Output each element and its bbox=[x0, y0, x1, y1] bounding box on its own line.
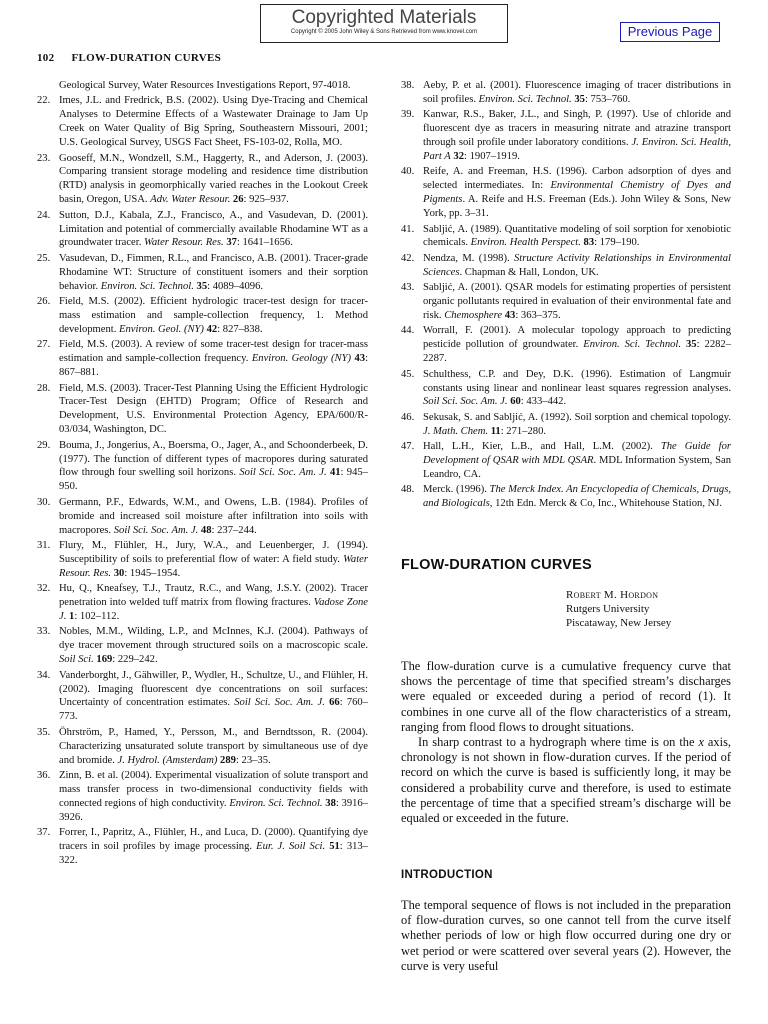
article-body bbox=[401, 659, 731, 826]
reference-number: 46. bbox=[401, 411, 415, 423]
reference-text: : 3916–3926. bbox=[59, 797, 369, 823]
reference-text: Reife, A. and Freeman, H.S. (1996). Carbon adsorption of dyes and selected intermediates. In: bbox=[423, 166, 731, 192]
reference-volume: 48 bbox=[200, 524, 212, 536]
reference-item bbox=[401, 79, 731, 107]
reference-volume: 43 bbox=[504, 310, 516, 321]
reference-volume: 43 bbox=[354, 353, 366, 365]
reference-journal: Soil Sci. Soc. Am. J. bbox=[423, 396, 508, 408]
reference-item bbox=[37, 252, 368, 294]
reference-text: . Chapman & Hall, London, UK. bbox=[459, 266, 599, 278]
reference-item bbox=[37, 669, 368, 725]
reference-text: Hall, L.H., Kier, L.B., and Hall, L.M. (2002). bbox=[423, 441, 661, 453]
reference-number: 41. bbox=[401, 223, 415, 235]
reference-volume: 289 bbox=[220, 754, 236, 766]
author-name: Robert M. Hordon bbox=[566, 589, 659, 601]
reference-volume: 26 bbox=[232, 194, 244, 206]
reference-number: 36. bbox=[37, 770, 51, 781]
running-head bbox=[37, 52, 221, 64]
reference-number: 37. bbox=[37, 827, 51, 839]
reference-number: 39. bbox=[401, 109, 415, 121]
reference-volume: 83 bbox=[583, 237, 595, 249]
reference-number: 43. bbox=[401, 282, 415, 294]
reference-text: Forrer, I., Papritz, A., Flühler, H., and Luca, D. (2000). Quantifying dye tracers in soil profiles by image processing. bbox=[59, 827, 368, 853]
reference-text: : 753–760. bbox=[584, 93, 631, 105]
reference-text: Sutton, D.J., Kabala, Z.J., Francisco, A., and Vasudevan, D. (2001). Limitation and potential of commercially available Rhodamine WT as a groundwater tracer. bbox=[59, 209, 368, 249]
reference-item bbox=[37, 338, 368, 380]
reference-text: Sekusak, S. and Sabljić, A. (1992). Soil sorption and chemical topology. bbox=[423, 411, 731, 423]
reference-item bbox=[401, 324, 731, 366]
reference-item bbox=[37, 79, 368, 93]
reference-volume: 30 bbox=[113, 567, 125, 579]
reference-text: : 1641–1656. bbox=[236, 237, 293, 249]
reference-text: : 945–950. bbox=[59, 467, 368, 493]
reference-text: Öhrström, P., Hamed, Y., Persson, M., and Berndtsson, R. (2004). Characterizing unsaturated solute transport by simultaneous use of dye and bromide. bbox=[59, 726, 368, 766]
reference-text: : 1907–1919. bbox=[464, 151, 520, 163]
reference-item bbox=[401, 411, 731, 439]
reference-text: : 4089–4096. bbox=[207, 280, 264, 292]
reference-number: 47. bbox=[401, 441, 415, 453]
reference-number: 30. bbox=[37, 496, 51, 508]
reference-number: 33. bbox=[37, 626, 51, 638]
reference-volume: 41 bbox=[329, 467, 341, 479]
reference-item bbox=[37, 94, 368, 150]
reference-volume: 1 bbox=[69, 611, 75, 623]
reference-journal: The Merck Index. An Encyclopedia of Chemicals, Drugs, and Biologicals bbox=[423, 484, 731, 510]
reference-journal: Soil Sci. Soc. Am. J. bbox=[239, 467, 327, 479]
reference-text: : 1945–1954. bbox=[124, 567, 181, 579]
author-affiliation: Rutgers University bbox=[566, 603, 650, 615]
reference-item bbox=[401, 108, 731, 164]
reference-text: : 433–442. bbox=[520, 396, 567, 408]
reference-journal: Soil Sci. bbox=[59, 654, 94, 666]
reference-text: Germann, P.F., Edwards, W.M., and Owens, L.B. (1984). Profiles of bromide and increased soil moisture after infiltration into soils with macropores. bbox=[59, 496, 368, 536]
reference-text: : 760–773. bbox=[59, 697, 368, 723]
reference-text: : 827–838. bbox=[217, 323, 263, 335]
reference-number: 44. bbox=[401, 325, 415, 337]
reference-journal: Environ. Health Perspect. bbox=[470, 237, 581, 249]
reference-item bbox=[37, 582, 368, 624]
section-heading: INTRODUCTION bbox=[401, 869, 493, 881]
reference-journal: J. Math. Chem. bbox=[423, 425, 489, 437]
reference-number: 26. bbox=[37, 296, 51, 308]
reference-text: Schulthess, C.P. and Dey, D.K. (1996). Estimation of Langmuir constants using linear and nonlinear least squares regression analyses. bbox=[423, 368, 731, 394]
copyright-banner bbox=[260, 4, 508, 43]
reference-volume: 42 bbox=[206, 323, 218, 335]
reference-text: Field, M.S. (2003). Tracer-Test Planning Using the Efficient Hydrologic Tracer-Test Design (EHTD) Program; Office of Research and Development, U.S. Environmental Protection Agency, EPA/600/R-03/034, Washington, DC. bbox=[59, 382, 368, 436]
reference-volume: 11 bbox=[490, 425, 501, 437]
reference-text: : 313–322. bbox=[59, 841, 369, 866]
reference-number: 23. bbox=[37, 152, 51, 164]
reference-text: : 2282–2287. bbox=[423, 339, 732, 365]
reference-number: 31. bbox=[37, 540, 51, 551]
reference-item bbox=[37, 726, 368, 768]
reference-number: 35. bbox=[37, 726, 51, 738]
reference-text: Merck. (1996). bbox=[423, 484, 490, 496]
variable-x: x bbox=[698, 735, 704, 750]
reference-text: Gooseff, M.N., Wondzell, S.M., Haggerty, R., and Aderson, J. (2003). Comparing transient storage modeling and residence time distribution (RTD) analysis in geomorphically varied reaches in the Lookout Creek basin, Oregon, USA. bbox=[59, 152, 368, 206]
reference-text: , 12th Edn. Merck & Co, Inc., Whitehouse Station, NJ. bbox=[489, 498, 723, 510]
reference-item bbox=[401, 252, 731, 280]
reference-volume: 35 bbox=[196, 280, 208, 292]
reference-item bbox=[37, 769, 368, 825]
running-title: FLOW-DURATION CURVES bbox=[71, 52, 222, 64]
reference-text: : 179–190. bbox=[594, 237, 640, 249]
reference-journal: Environmental Chemistry of Dyes and Pigments bbox=[423, 180, 731, 206]
reference-journal: J. Environ. Sci. Health, Part A bbox=[423, 137, 731, 163]
reference-journal: Vadose Zone J. bbox=[59, 597, 368, 623]
paragraph: In sharp contrast to a hydrograph where time is on the x axis, chronology is not shown in flow-duration curves. If the period of record on which the curve is based is sufficiently long, it may be considered a probability curve and therefore, is used to estimate the percentage of time that a specified stream’s discharge will be equaled or exceeded in the future. bbox=[401, 735, 731, 826]
reference-number: 28. bbox=[37, 382, 51, 394]
reference-journal: Environ. Sci. Technol. bbox=[100, 280, 194, 292]
reference-number: 42. bbox=[401, 252, 415, 264]
previous-page-button[interactable]: Previous Page bbox=[620, 22, 720, 42]
reference-item bbox=[37, 496, 368, 538]
references-left-column bbox=[37, 79, 368, 869]
reference-journal: Chemosphere bbox=[444, 310, 503, 321]
reference-number: 25. bbox=[37, 252, 51, 264]
reference-journal: Soil Sci. Soc. Am. J. bbox=[113, 524, 199, 536]
reference-text: Flury, M., Flühler, H., Jury, W.A., and Leuenberger, J. (1994). Susceptibility of soils to preferential flow of water: A field study. bbox=[59, 540, 368, 565]
reference-text: Vasudevan, D., Fimmen, R.L., and Francisco, A.B. (2001). Tracer-grade Rhodamine WT: Structure of constituent isomers and their sorption behavior. bbox=[59, 252, 368, 292]
reference-text: Zinn, B. et al. (2004). Experimental visualization of solute transport and mass transfer process in two-dimensional conductivity fields with connected regions of high conductivity. bbox=[59, 770, 368, 809]
reference-text: Field, M.S. (2002). Efficient hydrologic tracer-test design for tracer-mass estimation and sample-collection frequency, 1. Method development. bbox=[59, 296, 368, 335]
reference-journal: Environ. Sci. Technol. bbox=[229, 797, 323, 809]
reference-text: . MDL Information System, San Leandro, CA. bbox=[423, 455, 731, 480]
banner-subtitle: Copyright © 2005 John Wiley & Sons Retrieved from www.knovel.com bbox=[290, 29, 478, 35]
reference-journal: Water Resour. Res. bbox=[59, 553, 368, 579]
author-location: Piscataway, New Jersey bbox=[566, 617, 672, 629]
reference-text: : 271–280. bbox=[500, 425, 547, 437]
reference-text: : 363–375. bbox=[515, 310, 561, 321]
reference-item bbox=[37, 209, 368, 251]
reference-text: : 867–881. bbox=[59, 353, 369, 379]
banner-title: Copyrighted Materials bbox=[291, 7, 477, 28]
reference-journal: Structure Activity Relationships in Environmental Sciences bbox=[423, 252, 731, 278]
reference-item bbox=[37, 295, 368, 337]
reference-number: 29. bbox=[37, 439, 51, 451]
reference-volume: 66 bbox=[329, 697, 340, 709]
article-title: FLOW-DURATION CURVES bbox=[401, 557, 592, 573]
author-block bbox=[566, 588, 671, 630]
reference-text: Imes, J.L. and Fredrick, B.S. (2002). Using Dye-Tracing and Chemical Analyses to Determine Effects of a Wastewater Drainage to Jam Up Creek on Water Quality of Big Spring, Southeastern Missouri, 2001; U.S. Geological Survey, USGS Fact Sheet, FS-103-02, Rolla, MO. bbox=[59, 95, 368, 149]
reference-journal: Environ. Sci. Technol. bbox=[478, 93, 572, 105]
reference-item bbox=[401, 223, 731, 251]
reference-text: Aeby, P. et al. (2001). Fluorescence imaging of tracer distributions in soil profiles. bbox=[423, 80, 731, 105]
reference-text: . A. Reife and H.S. Freeman (Eds.). John Wiley & Sons, New York, pp. 3–31. bbox=[423, 194, 731, 220]
reference-item bbox=[37, 539, 368, 581]
reference-journal: The Guide for Development of QSAR with MDL QSAR bbox=[423, 441, 731, 467]
reference-text: : 102–112. bbox=[74, 611, 120, 623]
reference-text: Geological Survey, Water Resources Investigations Report, 97-4018. bbox=[59, 80, 351, 91]
reference-number: 34. bbox=[37, 669, 51, 681]
reference-number: 22. bbox=[37, 95, 51, 107]
references-right-column bbox=[401, 79, 731, 513]
reference-journal: Eur. J. Soil Sci. bbox=[256, 841, 326, 853]
reference-journal: Adv. Water Resour. bbox=[150, 194, 231, 206]
reference-volume: 51 bbox=[329, 841, 340, 853]
reference-item bbox=[401, 483, 731, 511]
reference-text: Nobles, M.M., Wilding, L.P., and McInnes, K.J. (2004). Pathways of dye tracer movement through structured soils on a macroscopic scale. bbox=[59, 626, 368, 652]
reference-text: Hu, Q., Kneafsey, T.J., Trautz, R.C., and Wang, J.S.Y. (2002). Tracer penetration into welded tuff matrix from flowing fractures. bbox=[59, 583, 368, 609]
reference-volume: 37 bbox=[226, 237, 237, 249]
page-number: 102 bbox=[37, 52, 55, 64]
reference-item bbox=[37, 826, 368, 868]
reference-number: 32. bbox=[37, 583, 51, 595]
reference-text: Sabljić, A. (1989). Quantitative modeling of soil sorption for xenobiotic chemicals. bbox=[423, 223, 731, 249]
reference-journal: Environ. Sci. Technol. bbox=[583, 339, 682, 351]
reference-text: Worrall, F. (2001). A molecular topology approach to predicting pesticide pollution of groundwater. bbox=[423, 325, 731, 351]
reference-text: Bouma, J., Jongerius, A., Boersma, O., Jager, A., and Schoonderbeek, D. (1977). The function of different types of macropores during saturated flow through four swelling soil horizons. bbox=[59, 439, 368, 479]
reference-item bbox=[37, 152, 368, 208]
reference-text: : 237–244. bbox=[211, 524, 257, 536]
reference-item bbox=[401, 281, 731, 323]
reference-number: 24. bbox=[37, 209, 51, 221]
reference-text: Nendza, M. (1998). bbox=[423, 252, 514, 264]
reference-text: Vanderborght, J., Gähwiller, P., Wydler, H., Schultze, U., and Flühler, H. (2002). Imaging fluorescent dye concentrations on soil surfaces: Uncertainty of concentration estimates. bbox=[59, 669, 368, 709]
reference-number: 45. bbox=[401, 368, 415, 380]
reference-journal: Water Resour. Res. bbox=[144, 237, 224, 249]
reference-item bbox=[37, 625, 368, 667]
reference-volume: 35 bbox=[686, 339, 697, 351]
paragraph: The temporal sequence of flows is not included in the preparation of flow-duration curves, so one cannot tell from the curve itself whether periods of low or high flow occurred during one dry or wet period or were scattered over several years (2). However, the curve is very useful bbox=[401, 898, 731, 973]
reference-volume: 38 bbox=[325, 797, 336, 809]
reference-item bbox=[401, 165, 731, 221]
reference-item bbox=[37, 382, 368, 438]
paragraph: The flow-duration curve is a cumulative frequency curve that shows the percentage of time that specified stream’s discharges were equaled or exceeded during a period of record (1). It combines in one curve all of the flow characteristics of a stream, ranging from flood flows to drought situations. bbox=[401, 659, 731, 734]
reference-journal: Environ. Geology (NY) bbox=[251, 353, 352, 365]
reference-text: : 23–35. bbox=[235, 754, 271, 766]
reference-volume: 60 bbox=[510, 396, 521, 408]
reference-item bbox=[401, 440, 731, 482]
reference-text: : 229–242. bbox=[112, 654, 158, 666]
reference-number: 27. bbox=[37, 339, 51, 351]
reference-text: Sabljić, A. (2001). QSAR models for estimating properties of persistent organic pollutants required in evaluation of their environmental fate and risk. bbox=[423, 282, 731, 321]
reference-item bbox=[37, 439, 368, 495]
reference-number: 40. bbox=[401, 166, 415, 178]
reference-volume: 35 bbox=[574, 93, 585, 105]
section-body bbox=[401, 898, 731, 974]
reference-journal: Soil Sci. Soc. Am. J. bbox=[234, 697, 325, 709]
reference-text: : 925–937. bbox=[243, 194, 289, 206]
reference-item bbox=[401, 368, 731, 410]
reference-number: 48. bbox=[401, 484, 415, 496]
reference-text: Field, M.S. (2003). A review of some tracer-test design for tracer-mass estimation and sample-collection frequency. bbox=[59, 339, 368, 365]
reference-volume: 169 bbox=[96, 654, 113, 666]
reference-number: 38. bbox=[401, 80, 415, 91]
reference-volume: 32 bbox=[453, 151, 465, 163]
reference-text: Kanwar, R.S., Baker, J.L., and Singh, P. (1997). Use of chloride and fluorescent dye as tracers in measuring nitrate and atrazine transport through soil profile under laboratory conditions. bbox=[423, 109, 731, 149]
reference-journal: J. Hydrol. (Amsterdam) bbox=[117, 754, 218, 766]
reference-journal: Environ. Geol. (NY) bbox=[119, 323, 204, 335]
